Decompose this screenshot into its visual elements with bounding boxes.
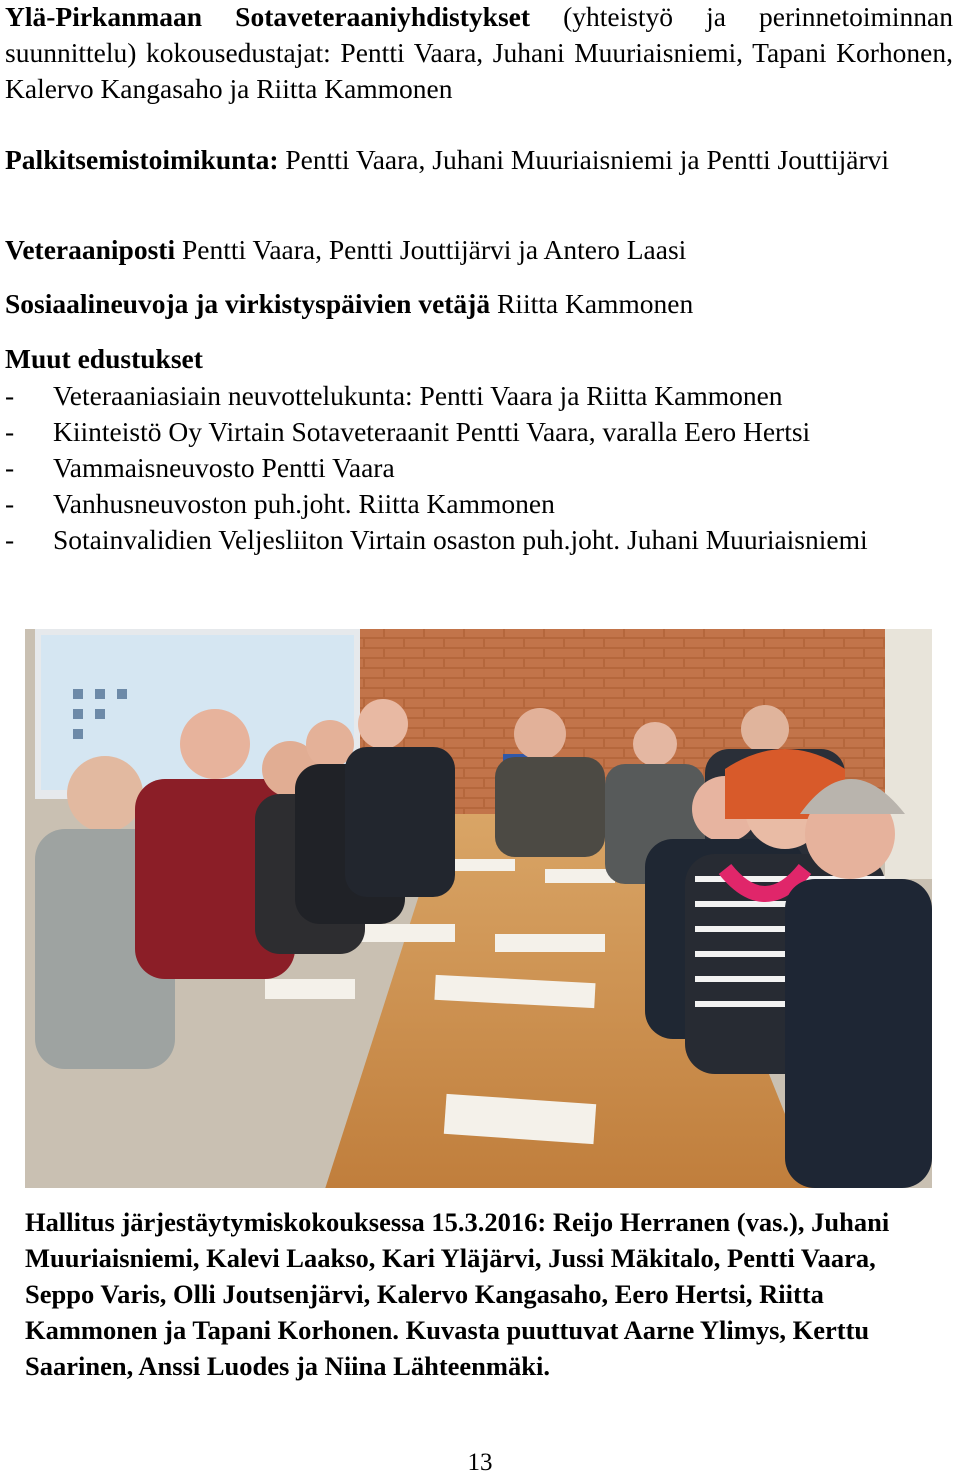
list-dash: - (5, 488, 15, 519)
paragraph-text: (yhteistyö ja perinnetoiminnan suunnittelu) kokousedustajat: Pentti Vaara, Juhani Muuriaisniemi, Tapani Korhonen, Kalervo Kangasaho ja Riitta Kammonen (5, 1, 954, 104)
photo-caption: Hallitus järjestäytymiskokouksessa 15.3.2016: Reijo Herranen (vas.), Juhani Muuriaisniemi, Kalevi Laakso, Kari Yläjärvi, Jussi Mäkitalo, Pentti Vaara, Seppo Varis, Olli Joutsenjärvi, Kalervo Kangasaho, Eero Hertsi, Riitta Kammonen ja Tapani Korhonen. Kuvasta puuttuvat Aarne Ylimys, Kerttu Saarinen, Anssi Luodes ja Niina Lähteenmäki. (25, 1207, 890, 1381)
list-item-text: Sotainvalidien Veljesliiton Virtain osaston puh.joht. Juhani Muuriaisniemi (53, 524, 868, 555)
meeting-photo (25, 629, 932, 1188)
paragraph-label: Sosiaalineuvoja ja virkistyspäivien vetäjä (5, 288, 491, 319)
list-item (5, 378, 953, 414)
page-number: 13 (467, 1449, 493, 1476)
paragraph-text: Riitta Kammonen (490, 288, 694, 319)
muut-edustukset-list (5, 378, 953, 558)
paragraph-palkitsemistoimikunta (5, 142, 953, 178)
list-item-text: Vanhusneuvoston puh.joht. Riitta Kammonen (53, 488, 555, 519)
list-dash: - (5, 452, 15, 483)
list-item (5, 414, 953, 450)
list-item-text: Veteraaniasiain neuvottelukunta: Pentti Vaara ja Riitta Kammonen (53, 380, 783, 411)
list-dash: - (5, 524, 15, 555)
list-item-text: Vammaisneuvosto Pentti Vaara (53, 452, 395, 483)
list-item-text: Kiinteistö Oy Virtain Sotaveteraanit Pentti Vaara, varalla Eero Hertsi (53, 416, 811, 447)
paragraph-text: Pentti Vaara, Pentti Jouttijärvi ja Antero Laasi (175, 234, 687, 265)
paragraph-text: Pentti Vaara, Juhani Muuriaisniemi ja Pentti Jouttijärvi (278, 144, 890, 175)
list-dash: - (5, 380, 15, 411)
list-dash: - (5, 416, 15, 447)
paragraph-label: Veteraaniposti (5, 234, 176, 265)
heading-label: Muut edustukset (5, 343, 203, 374)
paragraph-label: Ylä-Pirkanmaan Sotaveteraaniyhdistykset (5, 1, 531, 32)
list-item (5, 486, 953, 522)
paragraph-veteraaniposti (5, 232, 953, 268)
list-item (5, 522, 953, 558)
paragraph-sosiaalineuvoja (5, 286, 953, 322)
heading-muut-edustukset (5, 341, 953, 377)
list-item (5, 450, 953, 486)
paragraph-yla-pirkanmaa (5, 0, 953, 107)
paragraph-label: Palkitsemistoimikunta: (5, 144, 279, 175)
